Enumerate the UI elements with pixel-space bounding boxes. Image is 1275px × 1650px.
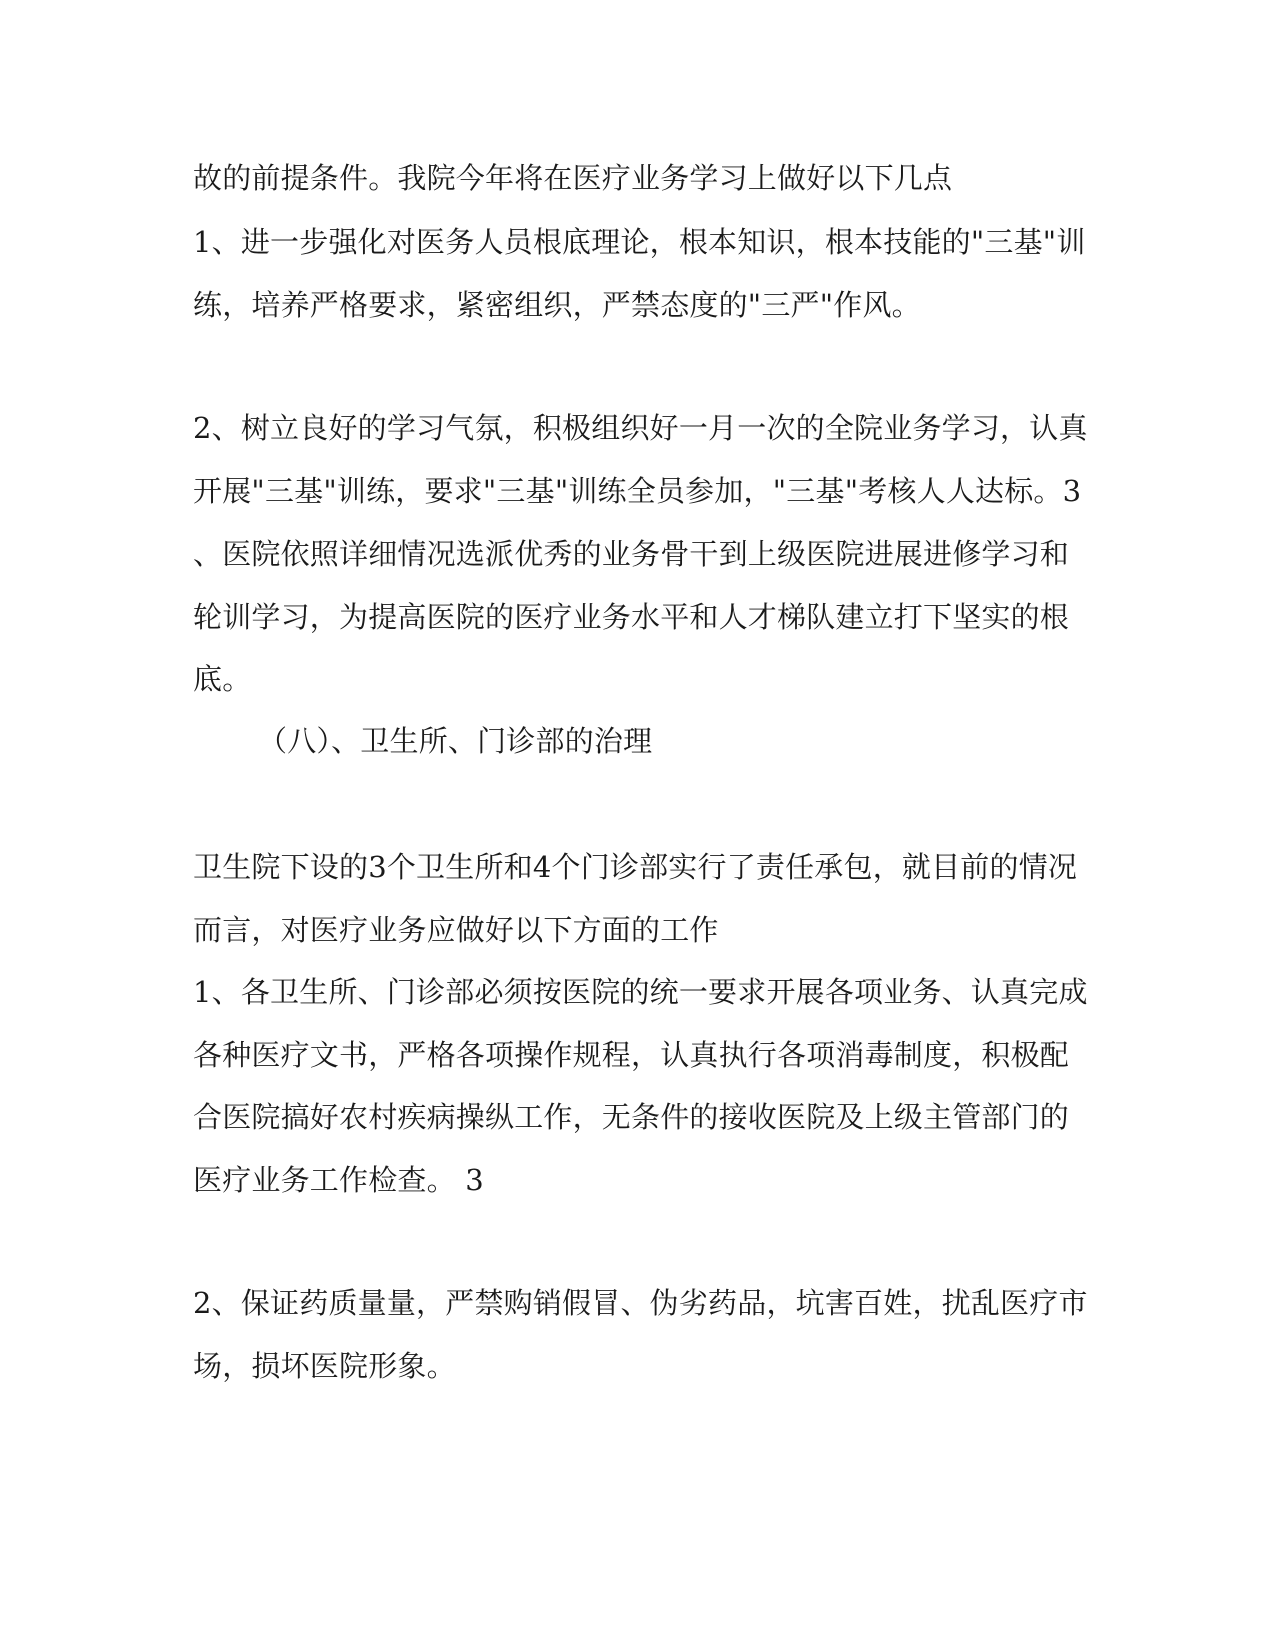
text-line: 故的前提条件。我院今年将在医疗业务学习上做好以下几点	[193, 161, 953, 195]
text-line: 2、保证药质量量，严禁购销假冒、伪劣药品，坑害百姓，扰乱医疗市	[193, 1286, 1088, 1320]
text-line: 1、进一步强化对医务人员根底理论，根本知识，根本技能的"三基"训	[193, 225, 1086, 259]
text-line: 轮训学习，为提高医院的医疗业务水平和人才梯队建立打下坚实的根	[193, 600, 1070, 634]
section-heading: （八）、卫生所、门诊部的治理	[258, 724, 653, 758]
text-line: 医疗业务工作检查。 3	[193, 1163, 484, 1197]
text-line: 底。	[193, 662, 252, 696]
text-line: 合医院搞好农村疾病操纵工作，无条件的接收医院及上级主管部门的	[193, 1100, 1070, 1134]
text-line: 练，培养严格要求，紧密组织，严禁态度的"三严"作风。	[193, 288, 921, 322]
text-line: 、医院依照详细情况选派优秀的业务骨干到上级医院进展进修学习和	[193, 537, 1070, 571]
text-line: 2、树立良好的学习气氛，积极组织好一月一次的全院业务学习，认真	[193, 411, 1088, 445]
text-line: 场，损坏医院形象。	[193, 1349, 456, 1383]
text-line: 卫生院下设的3个卫生所和4个门诊部实行了责任承包，就目前的情况	[193, 850, 1078, 884]
text-line: 开展"三基"训练，要求"三基"训练全员参加，"三基"考核人人达标。3	[193, 474, 1082, 508]
text-line: 各种医疗文书，严格各项操作规程，认真执行各项消毒制度，积极配	[193, 1038, 1070, 1072]
text-line: 1、各卫生所、门诊部必须按医院的统一要求开展各项业务、认真完成	[193, 975, 1088, 1009]
text-line: 而言，对医疗业务应做好以下方面的工作	[193, 913, 719, 947]
